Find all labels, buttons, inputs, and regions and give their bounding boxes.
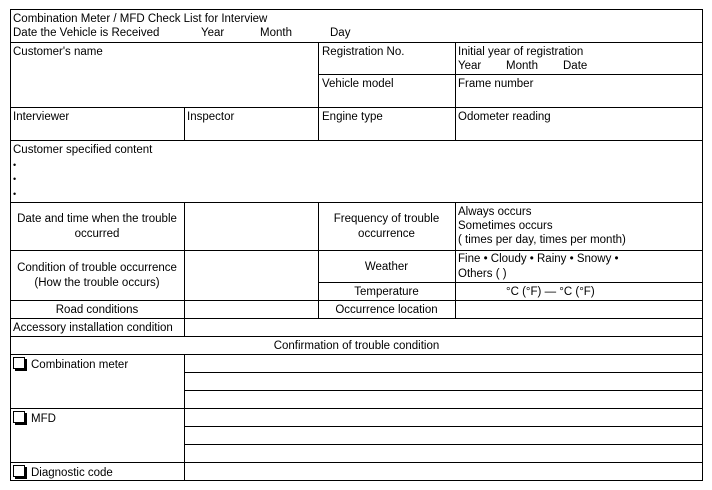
- temperature-range: °C (°F) — °C (°F): [506, 286, 595, 298]
- initial-year-year: Year: [458, 60, 482, 72]
- rule: [318, 282, 703, 283]
- date-received-label: Date the Vehicle is Received: [13, 27, 160, 39]
- times-per-line: ( times per day, times per month): [458, 234, 626, 246]
- mfd-label: MFD: [31, 413, 56, 425]
- rule: [10, 462, 703, 463]
- initial-year-date: Date: [563, 60, 588, 72]
- date-received-month: Month: [260, 27, 292, 39]
- rule: [10, 354, 703, 355]
- checkbox-icon[interactable]: [13, 357, 25, 369]
- vehicle-model-label: Vehicle model: [322, 78, 394, 90]
- combination-meter-item: [13, 357, 128, 372]
- date-received-year: Year: [201, 27, 225, 39]
- checkbox-icon[interactable]: [13, 465, 25, 477]
- rule: [184, 426, 703, 427]
- engine-type-label: Engine type: [322, 111, 383, 123]
- rule-right: [702, 9, 703, 481]
- customers-name-label: Customer's name: [13, 46, 103, 58]
- registration-no-label: Registration No.: [322, 46, 405, 58]
- mfd-item: [13, 411, 56, 426]
- sometimes-occurs: Sometimes occurs: [458, 220, 553, 232]
- initial-year-label: Initial year of registration: [458, 46, 584, 58]
- rule-top: [10, 9, 703, 10]
- rule: [184, 202, 185, 336]
- diagnostic-code-item: [13, 465, 113, 480]
- rule-left: [10, 9, 11, 481]
- rule: [184, 390, 703, 391]
- combination-meter-label: Combination meter: [31, 359, 129, 371]
- rule: [455, 42, 456, 140]
- rule: [10, 408, 703, 409]
- checkbox-icon[interactable]: [13, 411, 25, 423]
- rule: [10, 202, 703, 203]
- rule-bottom: [10, 480, 703, 481]
- rule: [184, 372, 703, 373]
- rule: [10, 140, 703, 141]
- form-title: Combination Meter / MFD Check List for Interview: [13, 13, 268, 25]
- frequency-label-line1: Frequency of trouble: [333, 213, 440, 225]
- date-received-day: Day: [330, 27, 351, 39]
- rule: [184, 354, 185, 480]
- inspector-label: Inspector: [187, 111, 235, 123]
- confirmation-title: Confirmation of trouble condition: [273, 340, 440, 352]
- date-time-label-line2: occurred: [74, 228, 120, 240]
- interviewer-label: Interviewer: [13, 111, 70, 123]
- date-time-label-line1: Date and time when the trouble: [17, 213, 177, 225]
- frame-number-label: Frame number: [458, 78, 534, 90]
- customer-content-label: Customer specified content: [13, 144, 153, 156]
- temperature-label: Temperature: [354, 286, 419, 298]
- rule: [10, 250, 703, 251]
- bullet: •: [13, 189, 17, 199]
- road-conditions-label: Road conditions: [55, 304, 139, 316]
- weather-label: Weather: [364, 261, 409, 273]
- always-occurs: Always occurs: [458, 206, 532, 218]
- odometer-reading-label: Odometer reading: [458, 111, 551, 123]
- rule: [318, 74, 703, 75]
- accessory-label: Accessory installation condition: [13, 322, 173, 334]
- initial-year-month: Month: [506, 60, 538, 72]
- rule: [10, 42, 703, 43]
- rule: [184, 444, 703, 445]
- condition-label-line2: (How the trouble occurs): [34, 277, 160, 289]
- weather-options: Fine • Cloudy • Rainy • Snowy •: [458, 253, 619, 265]
- frequency-label-line2: occurrence: [358, 228, 415, 240]
- rule: [10, 336, 703, 337]
- rule: [10, 107, 703, 108]
- bullet: •: [13, 160, 17, 170]
- diagnostic-code-label: Diagnostic code: [31, 467, 113, 479]
- rule: [10, 318, 703, 319]
- rule: [455, 202, 456, 318]
- condition-label-line1: Condition of trouble occurrence: [17, 262, 177, 274]
- bullet: •: [13, 174, 17, 184]
- occurrence-location-label: Occurrence location: [335, 304, 438, 316]
- rule: [184, 107, 185, 140]
- weather-others: Others ( ): [458, 268, 507, 280]
- rule: [318, 42, 319, 140]
- rule: [10, 300, 703, 301]
